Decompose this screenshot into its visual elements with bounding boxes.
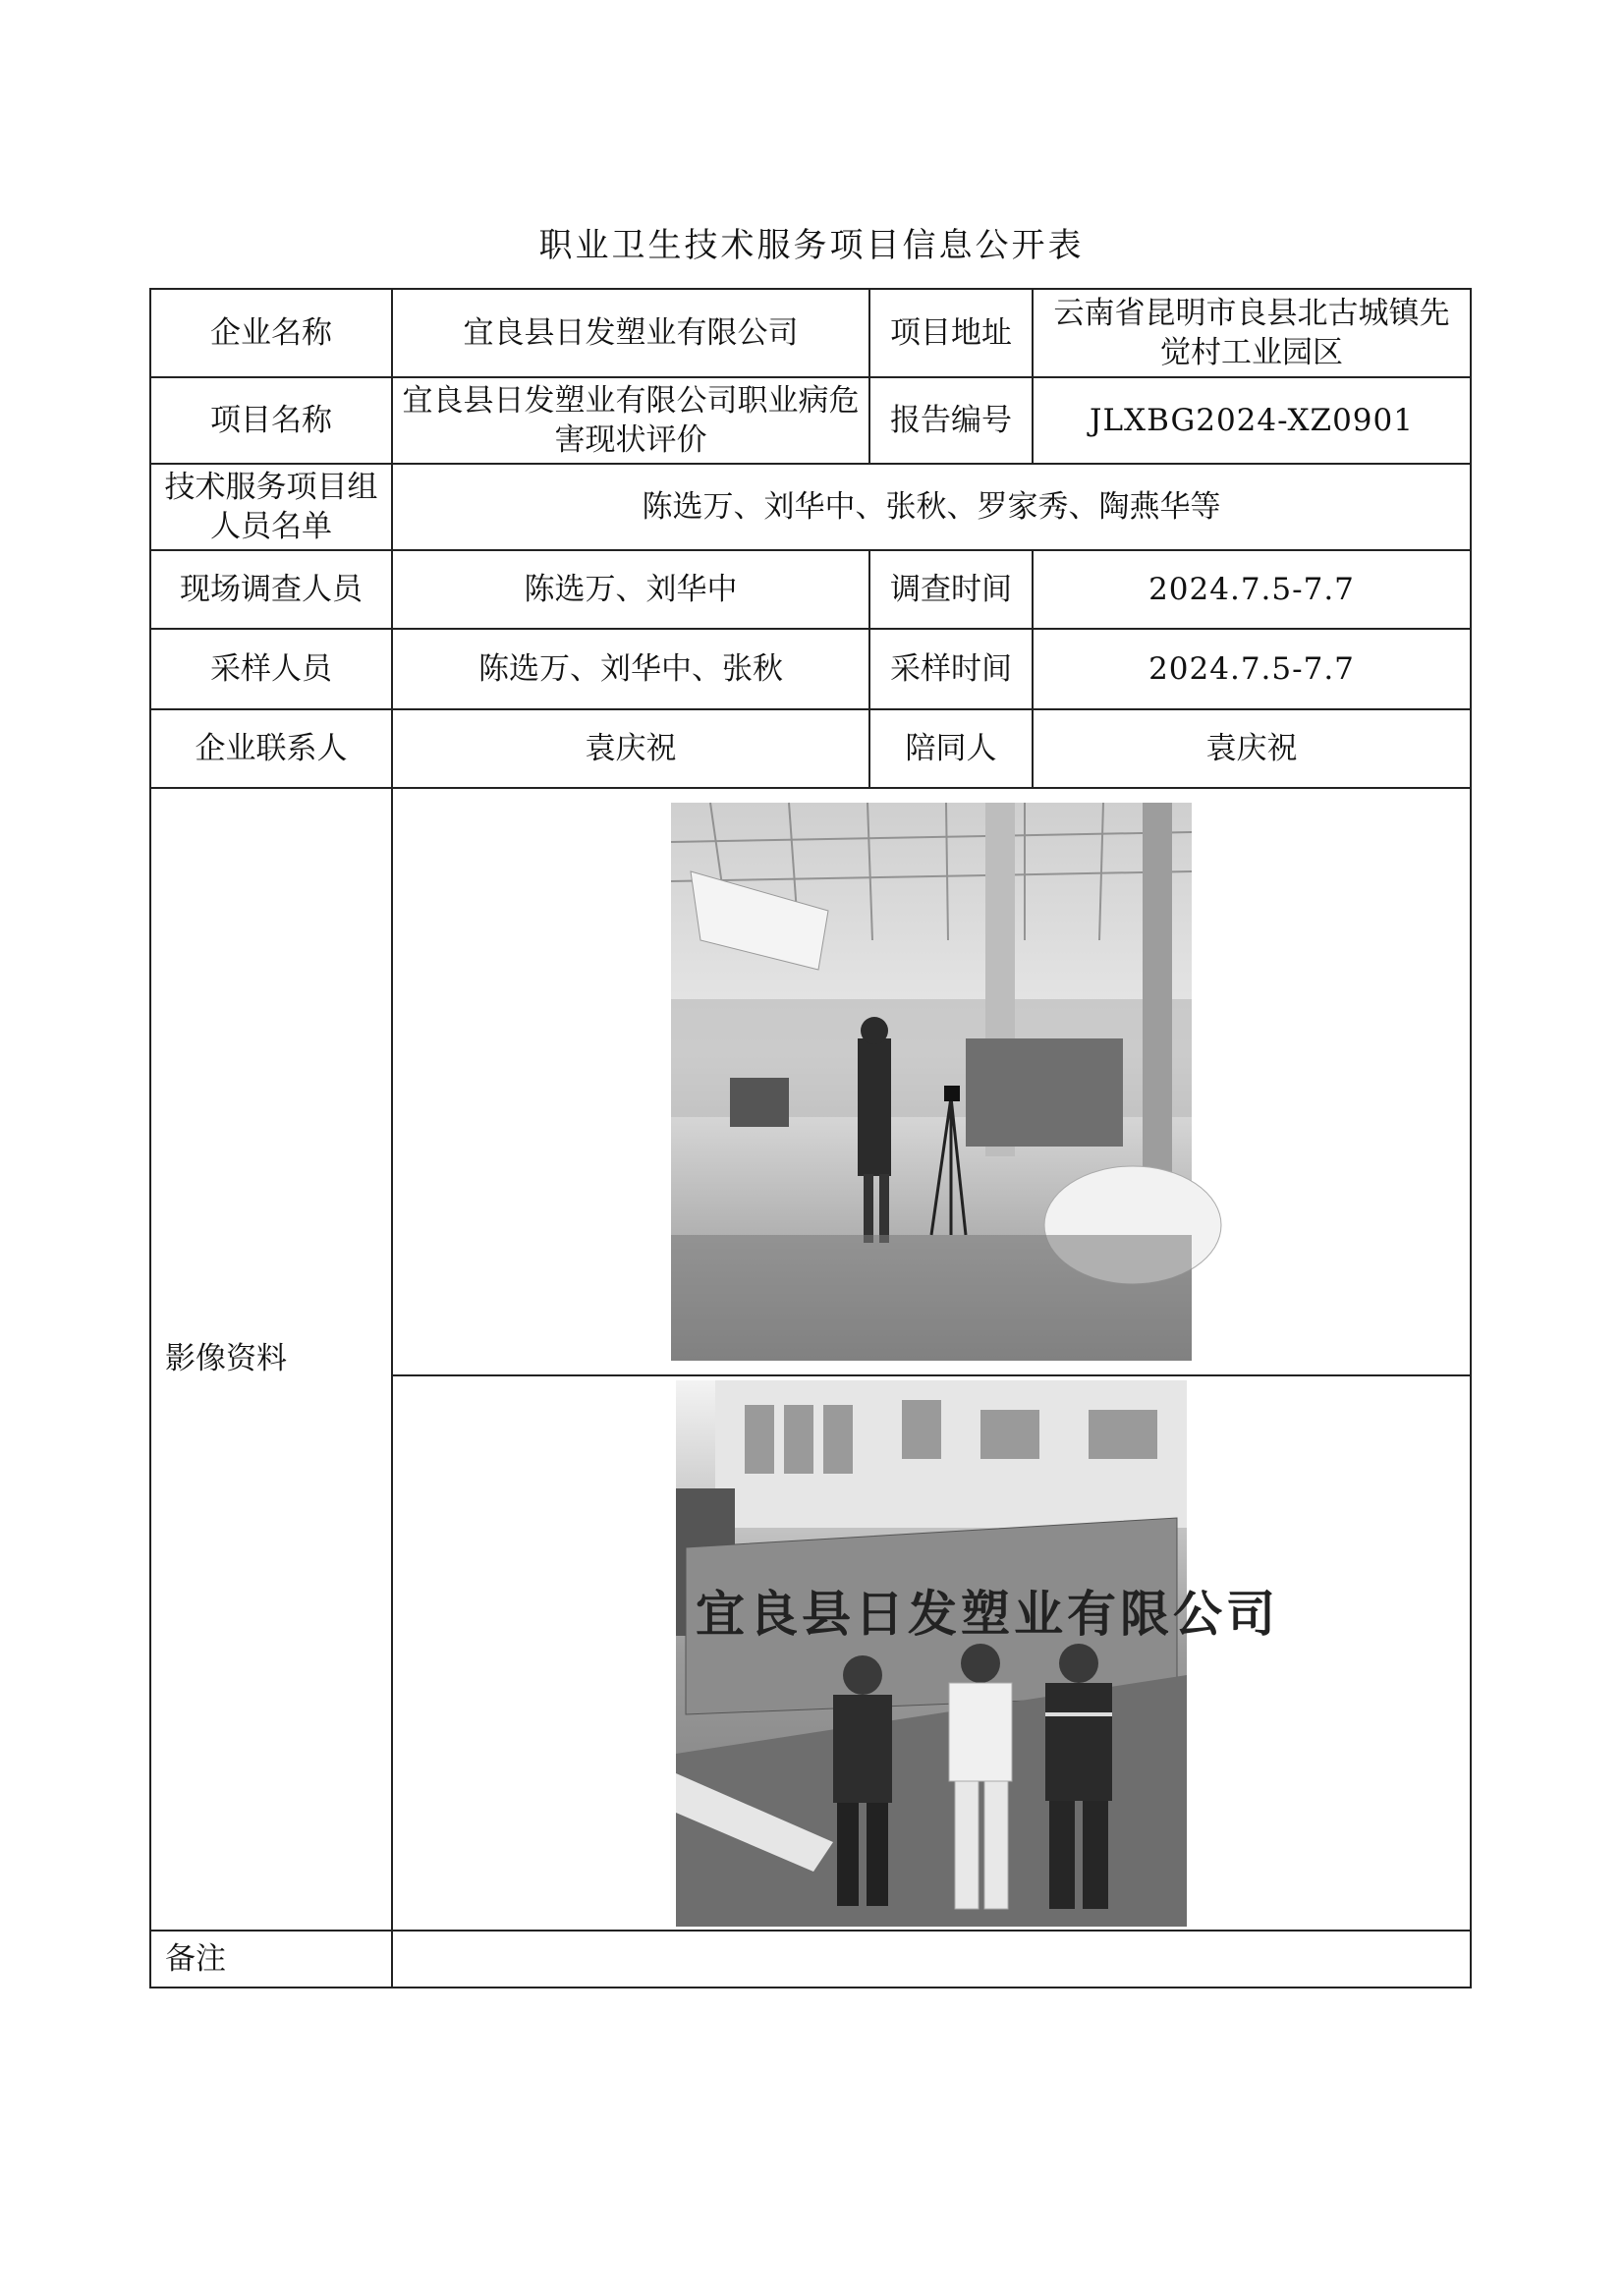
- survey-value: 陈选万、刘华中: [392, 550, 869, 629]
- project-value: 宜良县日发塑业有限公司职业病危害现状评价: [392, 377, 869, 464]
- survey-time-value: 2024.7.5-7.7: [1033, 550, 1471, 629]
- contact-label: 企业联系人: [150, 709, 392, 788]
- table-row: [150, 289, 1471, 377]
- factory-sampling-photo: [671, 803, 1192, 1361]
- info-table: [149, 288, 1472, 1988]
- survey-label: 现场调查人员: [150, 550, 392, 629]
- page-title: 职业卫生技术服务项目信息公开表: [538, 226, 1085, 265]
- address-label: 项目地址: [869, 289, 1033, 377]
- escort-label: 陪同人: [869, 709, 1033, 788]
- company-label: 企业名称: [150, 289, 392, 377]
- table-row: [150, 709, 1471, 788]
- table-row: [150, 464, 1471, 550]
- photo-cell-1: [392, 788, 1471, 1375]
- notes-value: [392, 1931, 1471, 1988]
- address-value: 云南省昆明市良县北古城镇先觉村工业园区: [1033, 289, 1471, 377]
- escort-value: 袁庆祝: [1033, 709, 1471, 788]
- table-row: [150, 377, 1471, 464]
- report-value: JLXBG2024-XZ0901: [1033, 377, 1471, 464]
- photo-cell-2: [392, 1375, 1471, 1931]
- report-label: 报告编号: [869, 377, 1033, 464]
- table-row: [150, 788, 1471, 1375]
- survey-time-label: 调查时间: [869, 550, 1033, 629]
- sampling-time-value: 2024.7.5-7.7: [1033, 629, 1471, 709]
- contact-value: 袁庆祝: [392, 709, 869, 788]
- company-value: 宜良县日发塑业有限公司: [392, 289, 869, 377]
- table-row: [150, 1931, 1471, 1988]
- project-label: 项目名称: [150, 377, 392, 464]
- team-label: 技术服务项目组人员名单: [150, 464, 392, 550]
- sampling-time-label: 采样时间: [869, 629, 1033, 709]
- company-sign-photo: [676, 1380, 1279, 1927]
- notes-label: 备注: [150, 1931, 392, 1988]
- table-row: [150, 550, 1471, 629]
- images-label: 影像资料: [150, 788, 392, 1931]
- sampling-label: 采样人员: [150, 629, 392, 709]
- table-row: [150, 629, 1471, 709]
- team-value: 陈选万、刘华中、张秋、罗家秀、陶燕华等: [392, 464, 1471, 550]
- sign-text: 宜良县日发塑业有限公司: [696, 1584, 1279, 1643]
- sampling-value: 陈选万、刘华中、张秋: [392, 629, 869, 709]
